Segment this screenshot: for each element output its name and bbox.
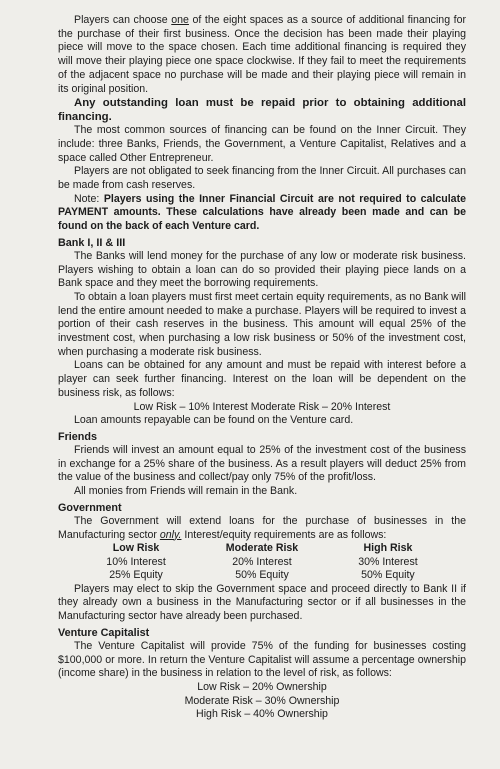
table-cell: 30% Interest: [358, 555, 418, 568]
header-high-risk: High Risk: [363, 542, 413, 555]
government-text-a: The Government will extend loans for the purchase of businesses in the Manufacturing sector: [58, 514, 466, 541]
government-paragraph-1: [58, 515, 466, 542]
bank-paragraph-3: Loans can be obtained for any amount and must be repaid with interest before a player can seek further financing. Interest on the loan will be dependent on the business risk, as follows:: [58, 359, 466, 399]
header-low-risk: Low Risk: [112, 542, 160, 555]
venture-heading: Venture Capitalist: [58, 626, 150, 639]
government-heading: Government: [58, 501, 122, 514]
friends-paragraph-1: Friends will invest an amount equal to 25% of the investment cost of the business in exchange for a 25% share of the business. As a result players will deduct 25% from the value of the business and collect/pay only 75% of the profit/loss.: [58, 443, 466, 484]
header-moderate-risk: Moderate Risk: [225, 542, 299, 555]
table-row: [76, 569, 447, 583]
note-label: Note:: [74, 192, 104, 205]
intro-paragraph: [58, 14, 466, 96]
cash-reserves-paragraph: Players are not obligated to seek financing from the Inner Circuit. All purchases can be made from cash reserves.: [58, 165, 466, 192]
loan-warning: Any outstanding loan must be repaid prior to obtaining additional financing.: [58, 97, 466, 124]
venture-paragraph-1: The Venture Capitalist will provide 75% of the funding for businesses costing $100,000 or more. In return the Venture Capitalist will assume a percentage ownership (income share) in the business in relation to the level of risk, as follows:: [58, 639, 466, 680]
table-cell: 50% Equity: [361, 569, 415, 582]
table-cell: 50% Equity: [235, 569, 289, 582]
intro-text-a: Players can choose: [74, 14, 172, 26]
venture-line: High Risk – 40% Ownership: [196, 708, 328, 721]
table-row: [76, 556, 447, 570]
inner-circuit-paragraph: The most common sources of financing can be found on the Inner Circuit. They include: three Banks, Friends, the Government, a Venture Capitalist, Relatives and a space called Other Entrepreneur.: [58, 124, 466, 164]
intro-text-c: of the eight spaces as a source of additional financing for the purchase of their first business. Once the decision has been made their playing piece will move to the space chosen. Each time additional financing is required they will move their playing piece one space clockwise. If they fail to meet the requirements of the adjacent space no purchase will be made and their playing piece will remain in its original position.: [58, 14, 467, 95]
intro-text-emphasis: one: [171, 14, 189, 26]
bank-paragraph-2: To obtain a loan players must first meet certain equity requirements, as no Bank will lend the entire amount needed to make a purchase. Players will be required to invest a portion of their cash reserves in the business. This amount will equal 25% of the investment cost, when purchasing a low risk business or 50% of the investment cost, when purchasing a moderate risk business.: [58, 290, 466, 358]
venture-line: Low Risk – 20% Ownership: [197, 680, 327, 693]
friends-heading: Friends: [58, 430, 97, 443]
table-cell: 10% Interest: [106, 555, 166, 568]
government-paragraph-2: Players may elect to skip the Government space and proceed directly to Bank II if they already own a business in the Manufacturing sector or if all businesses in the Manufacturing sector have already been purchased.: [58, 582, 466, 623]
venture-line: Moderate Risk – 30% Ownership: [184, 694, 340, 707]
bank-rates-line: Low Risk – 10% Interest Moderate Risk – 20% Interest: [133, 400, 391, 413]
table-cell: 25% Equity: [109, 569, 163, 582]
government-text-emphasis: only.: [159, 528, 182, 541]
table-cell: 20% Interest: [232, 555, 292, 568]
note-paragraph: [58, 193, 466, 234]
bank-heading: Bank I, II & III: [58, 236, 126, 249]
table-header-row: [76, 542, 447, 556]
bank-paragraph-1: The Banks will lend money for the purchase of any low or moderate risk business. Players wishing to obtain a loan can do so provided their playing piece lands on a Bank space and they meet the borrowing requirements.: [58, 249, 466, 290]
government-rates-table: [76, 542, 447, 583]
note-text: Players using the Inner Financial Circuit are not required to calculate PAYMENT amounts. These calculations have already been made and can be found on the back of each Venture card.: [58, 192, 466, 233]
government-text-c: Interest/equity requirements are as follows:: [181, 528, 387, 541]
bank-paragraph-4: Loan amounts repayable can be found on the Venture card.: [74, 414, 354, 427]
friends-paragraph-2: All monies from Friends will remain in the Bank.: [74, 485, 298, 498]
